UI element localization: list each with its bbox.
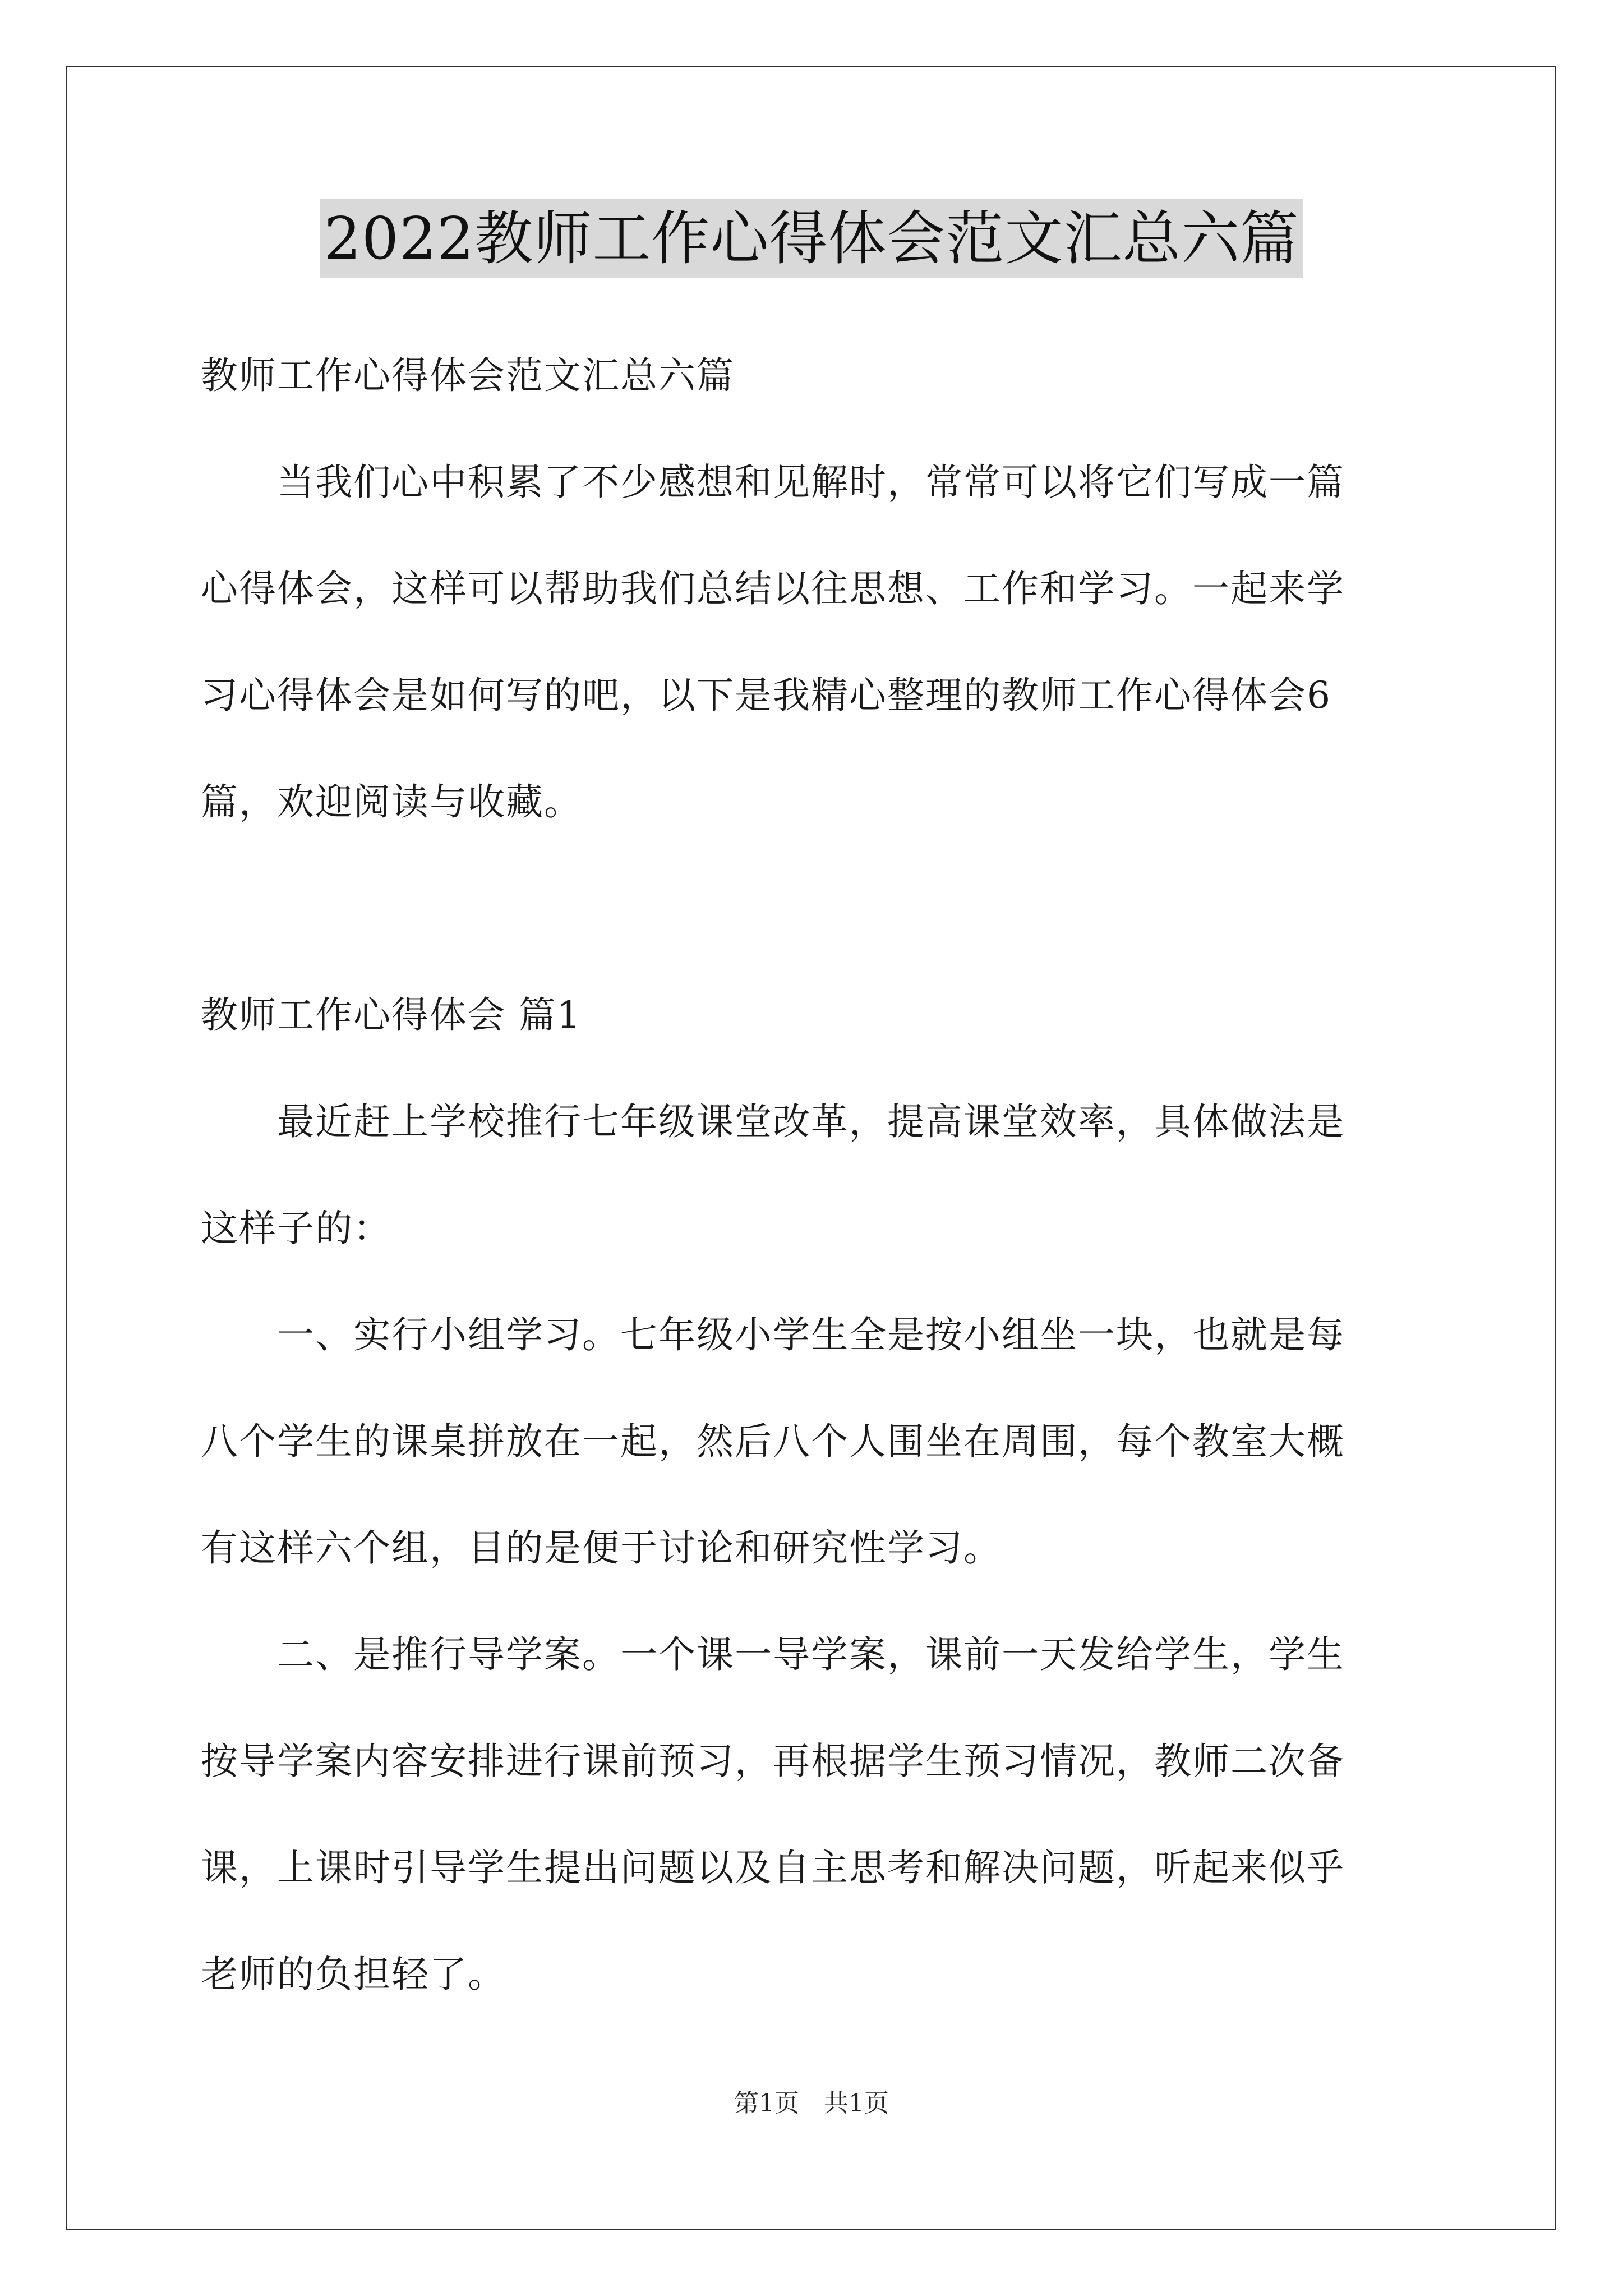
section-line: 按导学案内容安排进行课前预习，再根据学生预习情况，教师二次备 [201, 1740, 1345, 1783]
section-line: 课，上课时引导学生提出问题以及自主思考和解决问题，听起来似乎 [201, 1846, 1345, 1889]
intro-line: 当我们心中积累了不少感想和见解时，常常可以将它们写成一篇 [201, 461, 1345, 504]
section-line: 最近赶上学校推行七年级课堂改革，提高课堂效率，具体做法是 [201, 1100, 1345, 1143]
section-line: 八个学生的课桌拼放在一起，然后八个人围坐在周围，每个教室大概 [201, 1420, 1345, 1463]
section-line: 有这样六个组，目的是便于讨论和研究性学习。 [201, 1526, 1002, 1570]
intro-line: 篇，欢迎阅读与收藏。 [201, 780, 582, 823]
intro-line: 心得体会，这样可以帮助我们总结以往思想、工作和学习。一起来学 [201, 567, 1345, 610]
document-title: 2022教师工作心得体会范文汇总六篇 [320, 199, 1304, 278]
document-subtitle: 教师工作心得体会范文汇总六篇 [201, 354, 735, 397]
section-line: 一、实行小组学习。七年级小学生全是按小组坐一块，也就是每 [201, 1313, 1345, 1356]
section-line: 老师的负担轻了。 [201, 1953, 506, 1996]
title-container [0, 199, 1623, 278]
intro-line: 习心得体会是如何写的吧，以下是我精心整理的教师工作心得体会6 [201, 674, 1331, 717]
section-line: 这样子的： [201, 1207, 391, 1250]
section-line: 二、是推行导学案。一个课一导学案，课前一天发给学生，学生 [201, 1633, 1345, 1676]
page-footer: 第1页 共1页 [734, 2089, 889, 2118]
section-heading: 教师工作心得体会 篇1 [201, 993, 582, 1037]
